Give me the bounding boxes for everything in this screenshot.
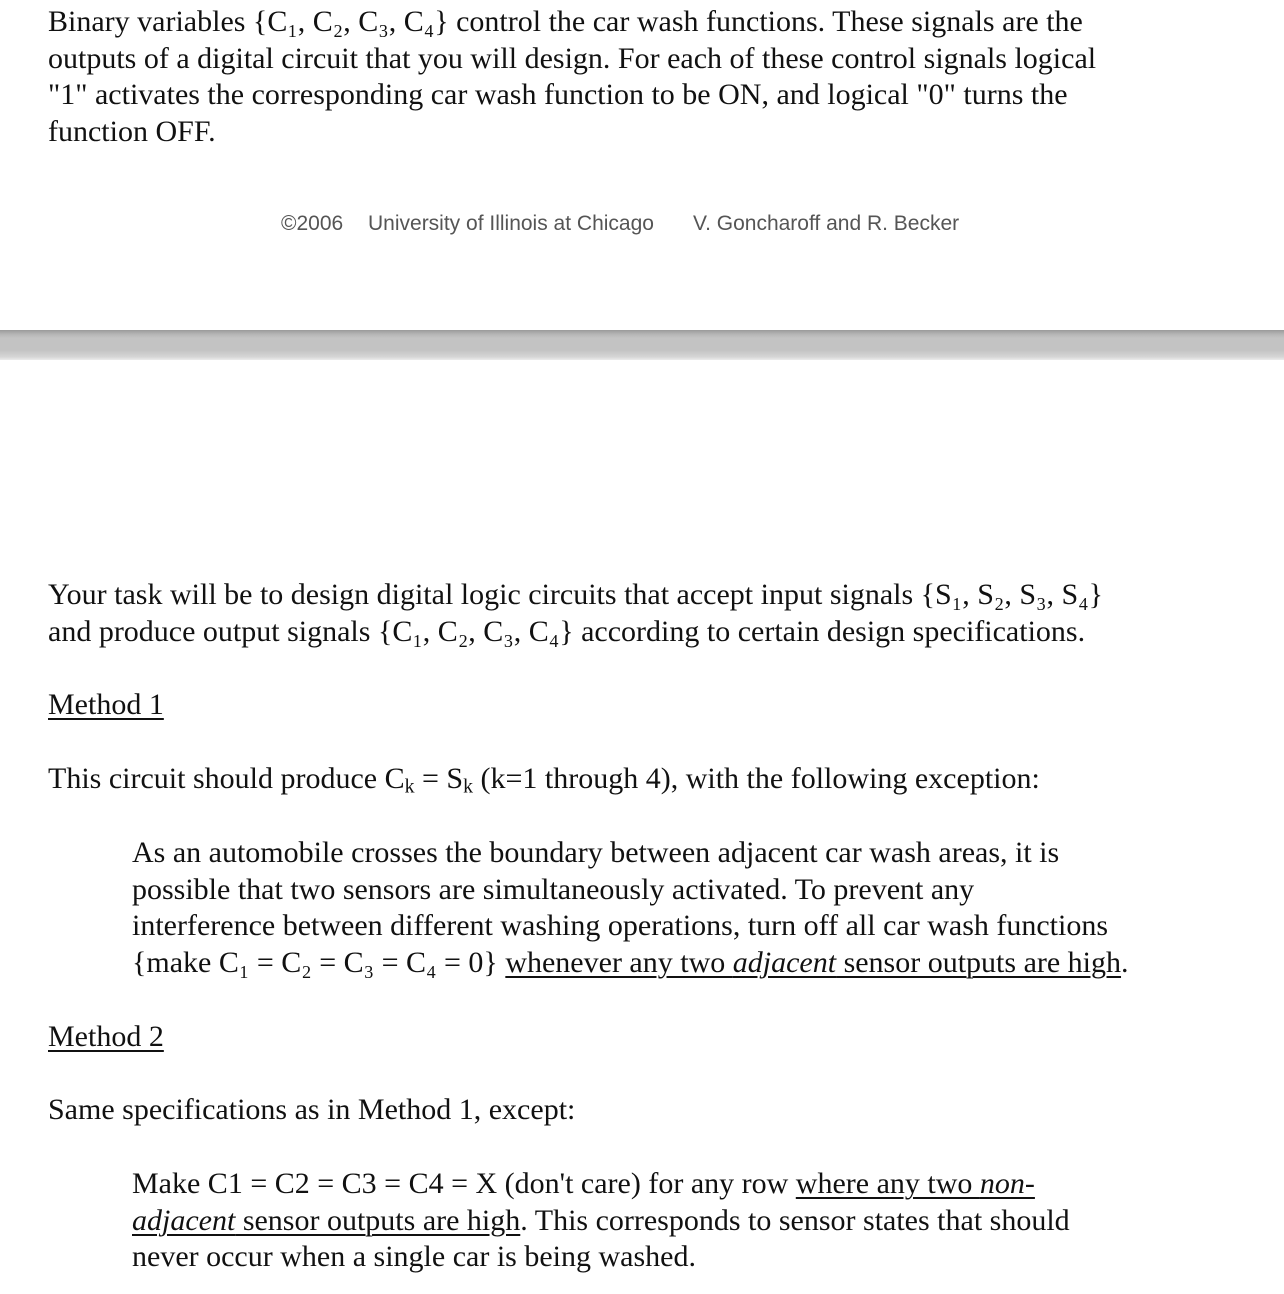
- footer-institution: University of Illinois at Chicago: [368, 212, 654, 235]
- method-1-spec-suffix: (k=1 through 4), with the following exception:: [473, 762, 1040, 795]
- method-1-spec-eq: = S: [414, 762, 464, 795]
- method-1-exception: [132, 835, 1129, 981]
- note-adjacent-italic: adjacent: [132, 1203, 236, 1237]
- method-1-spec: [48, 761, 1040, 798]
- note-line-1: [132, 1166, 1070, 1203]
- exception-adjacent-italic: adjacent: [732, 945, 837, 979]
- note-line-2-underline-text: sensor outputs are high: [235, 1203, 521, 1237]
- task-line-1: Your task will be to design digital logic circuits that accept input signals {S₁, S₂, S₃, S₄}: [48, 578, 1104, 611]
- note-line-1-underline-text: where any two: [795, 1167, 980, 1200]
- intro-line-3: "1" activates the corresponding car wash function to be ON, and logical "0" turns the: [48, 78, 1068, 111]
- exception-period: .: [1121, 945, 1129, 979]
- exception-make-clause: {make C₁ = C₂ = C₃ = C₄ = 0}: [132, 945, 498, 979]
- note-line-1-underlined: [796, 1167, 1035, 1200]
- note-line-2-suffix: . This corresponds to sensor states that should: [520, 1203, 1070, 1237]
- intro-paragraph: [48, 4, 1096, 150]
- exception-line-3: interference between different washing operations, turn off all car wash functions: [132, 909, 1109, 942]
- note-line-2: [132, 1203, 1070, 1240]
- sk-subscript: k: [463, 775, 473, 798]
- exception-underline-part-a: whenever any two: [505, 945, 733, 979]
- method-1-heading: Method 1: [48, 688, 164, 721]
- exception-underlined-condition: [505, 946, 1121, 979]
- exception-line-2: possible that two sensors are simultaneously activated. To prevent any: [132, 872, 975, 906]
- note-line-3: never occur when a single car is being washed.: [132, 1240, 696, 1273]
- method-1-spec-prefix: This circuit should produce C: [48, 762, 405, 795]
- note-non-italic: non-: [979, 1167, 1035, 1200]
- method-2-heading: Method 2: [48, 1020, 164, 1053]
- note-line-1-prefix: Make C1 = C2 = C3 = C4 = X (don't care) for any row: [132, 1167, 796, 1200]
- method-2-spec: Same specifications as in Method 1, except:: [48, 1093, 576, 1126]
- ck-subscript: k: [404, 775, 415, 798]
- task-paragraph: [48, 577, 1103, 650]
- page-divider: [0, 330, 1284, 360]
- exception-line-1: As an automobile crosses the boundary between adjacent car wash areas, it is: [132, 836, 1060, 869]
- task-line-2: and produce output signals {C₁, C₂, C₃, C₄} according to certain design specifications.: [48, 614, 1086, 648]
- page-footer: [0, 208, 1284, 242]
- intro-line-1: Binary variables {C₁, C₂, C₃, C₄} control the car wash functions. These signals are the: [48, 5, 1083, 38]
- note-line-2-underlined: [132, 1204, 520, 1237]
- intro-line-4: function OFF.: [48, 114, 216, 148]
- intro-line-2: outputs of a digital circuit that you will design. For each of these control signals logical: [48, 41, 1097, 75]
- footer-authors: V. Goncharoff and R. Becker: [693, 212, 960, 235]
- exception-underline-part-b: sensor outputs are high: [836, 945, 1122, 979]
- method-2-note: [132, 1166, 1070, 1276]
- exception-line-4: [132, 945, 1129, 982]
- footer-copyright: ©2006: [281, 212, 344, 235]
